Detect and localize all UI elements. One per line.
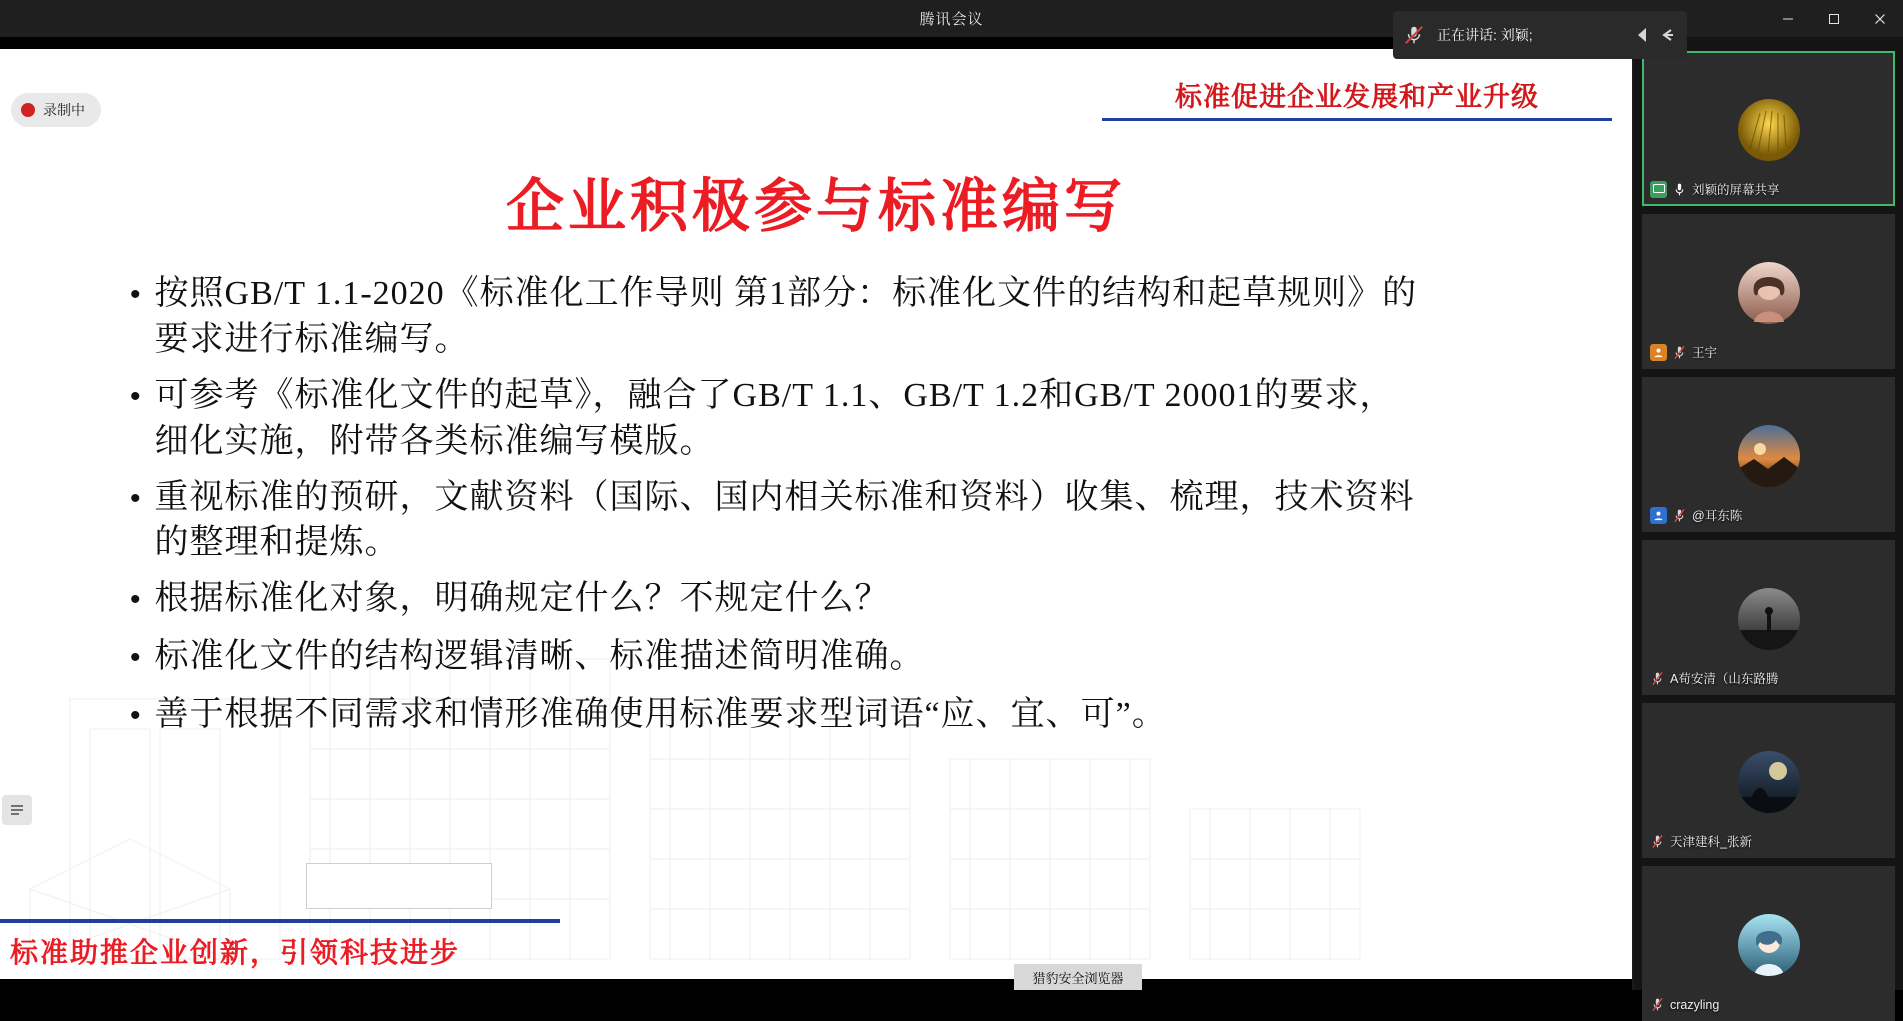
browser-taskbar-label: 猎豹安全浏览器 xyxy=(1032,970,1124,986)
maximize-icon xyxy=(1828,13,1840,25)
bullet-marker: • xyxy=(130,699,141,733)
close-button[interactable] xyxy=(1857,0,1903,37)
slide-placeholder-box xyxy=(306,863,492,909)
list-item xyxy=(130,634,1420,682)
app-title: 腾讯会议 xyxy=(919,11,984,28)
recording-badge[interactable] xyxy=(11,93,101,127)
participant-tile[interactable] xyxy=(1642,540,1895,695)
avatar xyxy=(1738,262,1800,324)
mic-on-icon xyxy=(1672,181,1687,198)
list-item xyxy=(130,576,1420,624)
participant-name: 天津建科_张新 xyxy=(1670,835,1752,849)
close-icon xyxy=(1874,13,1886,25)
bullet-text: 标准化文件的结构逻辑清晰、标准描述简明准确。 xyxy=(154,638,925,676)
avatar xyxy=(1738,588,1800,650)
maximize-button[interactable] xyxy=(1811,0,1857,37)
window-controls xyxy=(1765,0,1903,37)
participant-name: A荀安清（山东路腾 xyxy=(1670,672,1779,686)
slide-footer-text: 标准助推企业创新，引领科技进步 xyxy=(10,938,461,969)
restore-icon[interactable] xyxy=(1655,20,1679,50)
participant-name: 王宇 xyxy=(1692,346,1718,360)
participant-footer xyxy=(1650,669,1778,687)
minimize-button[interactable] xyxy=(1765,0,1811,37)
bullet-marker: • xyxy=(130,641,141,675)
participant-tile[interactable] xyxy=(1642,703,1895,858)
mic-muted-icon xyxy=(1401,22,1427,48)
recording-label: 录制中 xyxy=(43,102,85,118)
bullet-marker: • xyxy=(130,481,141,515)
active-speaker-label: 正在讲话: 刘颖; xyxy=(1437,27,1533,43)
person-icon xyxy=(1650,344,1667,361)
avatar xyxy=(1738,425,1800,487)
mic-muted-icon xyxy=(1672,344,1687,361)
mic-muted-icon xyxy=(1650,833,1665,850)
participant-footer xyxy=(1650,506,1742,524)
participant-tile[interactable] xyxy=(1642,51,1895,206)
bullet-text: 可参考《标准化文件的起草》，融合了GB/T 1.1、GB/T 1.2和GB/T 20001的要求，细化实施，附带各类标准编写模版。 xyxy=(154,376,1395,460)
list-item xyxy=(130,475,1420,567)
screen-share-icon xyxy=(1650,181,1667,198)
participant-name: 刘颖的屏幕共享 xyxy=(1692,183,1780,197)
slide-footer-rule xyxy=(0,919,560,923)
participant-tile[interactable] xyxy=(1642,377,1895,532)
recording-dot-icon xyxy=(21,103,35,117)
list-item xyxy=(130,692,1420,740)
list-item xyxy=(130,373,1420,465)
slide-header xyxy=(1102,75,1612,121)
list-icon[interactable] xyxy=(2,795,32,825)
bullet-text: 根据标准化对象，明确规定什么？不规定什么？ xyxy=(154,580,890,618)
collapse-icon[interactable] xyxy=(1631,20,1655,50)
shared-screen-stage[interactable] xyxy=(0,37,1632,990)
slide-header-rule xyxy=(1102,118,1612,121)
participant-footer xyxy=(1650,343,1717,361)
slide-header-text: 标准促进企业发展和产业升级 xyxy=(1175,82,1539,112)
participant-footer xyxy=(1650,180,1780,198)
active-speaker-pill[interactable] xyxy=(1393,11,1687,59)
avatar xyxy=(1738,914,1800,976)
participant-tile[interactable] xyxy=(1642,866,1895,1021)
bullet-text: 善于根据不同需求和情形准确使用标准要求型词语“应、宜、可”。 xyxy=(154,696,1167,734)
minimize-icon xyxy=(1782,13,1794,25)
slide-title: 企业积极参与标准编写 xyxy=(505,174,1126,239)
avatar xyxy=(1738,751,1800,813)
bullet-marker: • xyxy=(130,278,141,311)
presentation-slide xyxy=(0,49,1632,979)
mic-muted-icon xyxy=(1650,996,1665,1013)
participant-name: crazyling xyxy=(1670,997,1720,1012)
participant-name: @耳东陈 xyxy=(1692,509,1743,523)
avatar xyxy=(1738,99,1800,161)
mic-muted-icon xyxy=(1650,670,1665,687)
bullet-text: 重视标准的预研，文献资料（国际、国内相关标准和资料）收集、梳理，技术资料的整理和提炼。 xyxy=(154,478,1415,562)
list-item xyxy=(130,271,1420,363)
bullet-text: 按照GB/T 1.1-2020《标准化工作导则 第1部分：标准化文件的结构和起草规则》的要求进行标准编写。 xyxy=(154,275,1418,358)
bullet-marker: • xyxy=(130,583,141,617)
slide-bullet-list xyxy=(130,271,1420,750)
person-icon xyxy=(1650,507,1667,524)
participant-footer xyxy=(1650,832,1752,850)
mic-muted-icon xyxy=(1672,507,1687,524)
browser-taskbar-item[interactable] xyxy=(1014,964,1142,990)
participant-footer xyxy=(1650,996,1719,1013)
bullet-marker: • xyxy=(130,379,141,413)
participant-tile[interactable] xyxy=(1642,214,1895,369)
participants-rail[interactable] xyxy=(1634,37,1903,1012)
